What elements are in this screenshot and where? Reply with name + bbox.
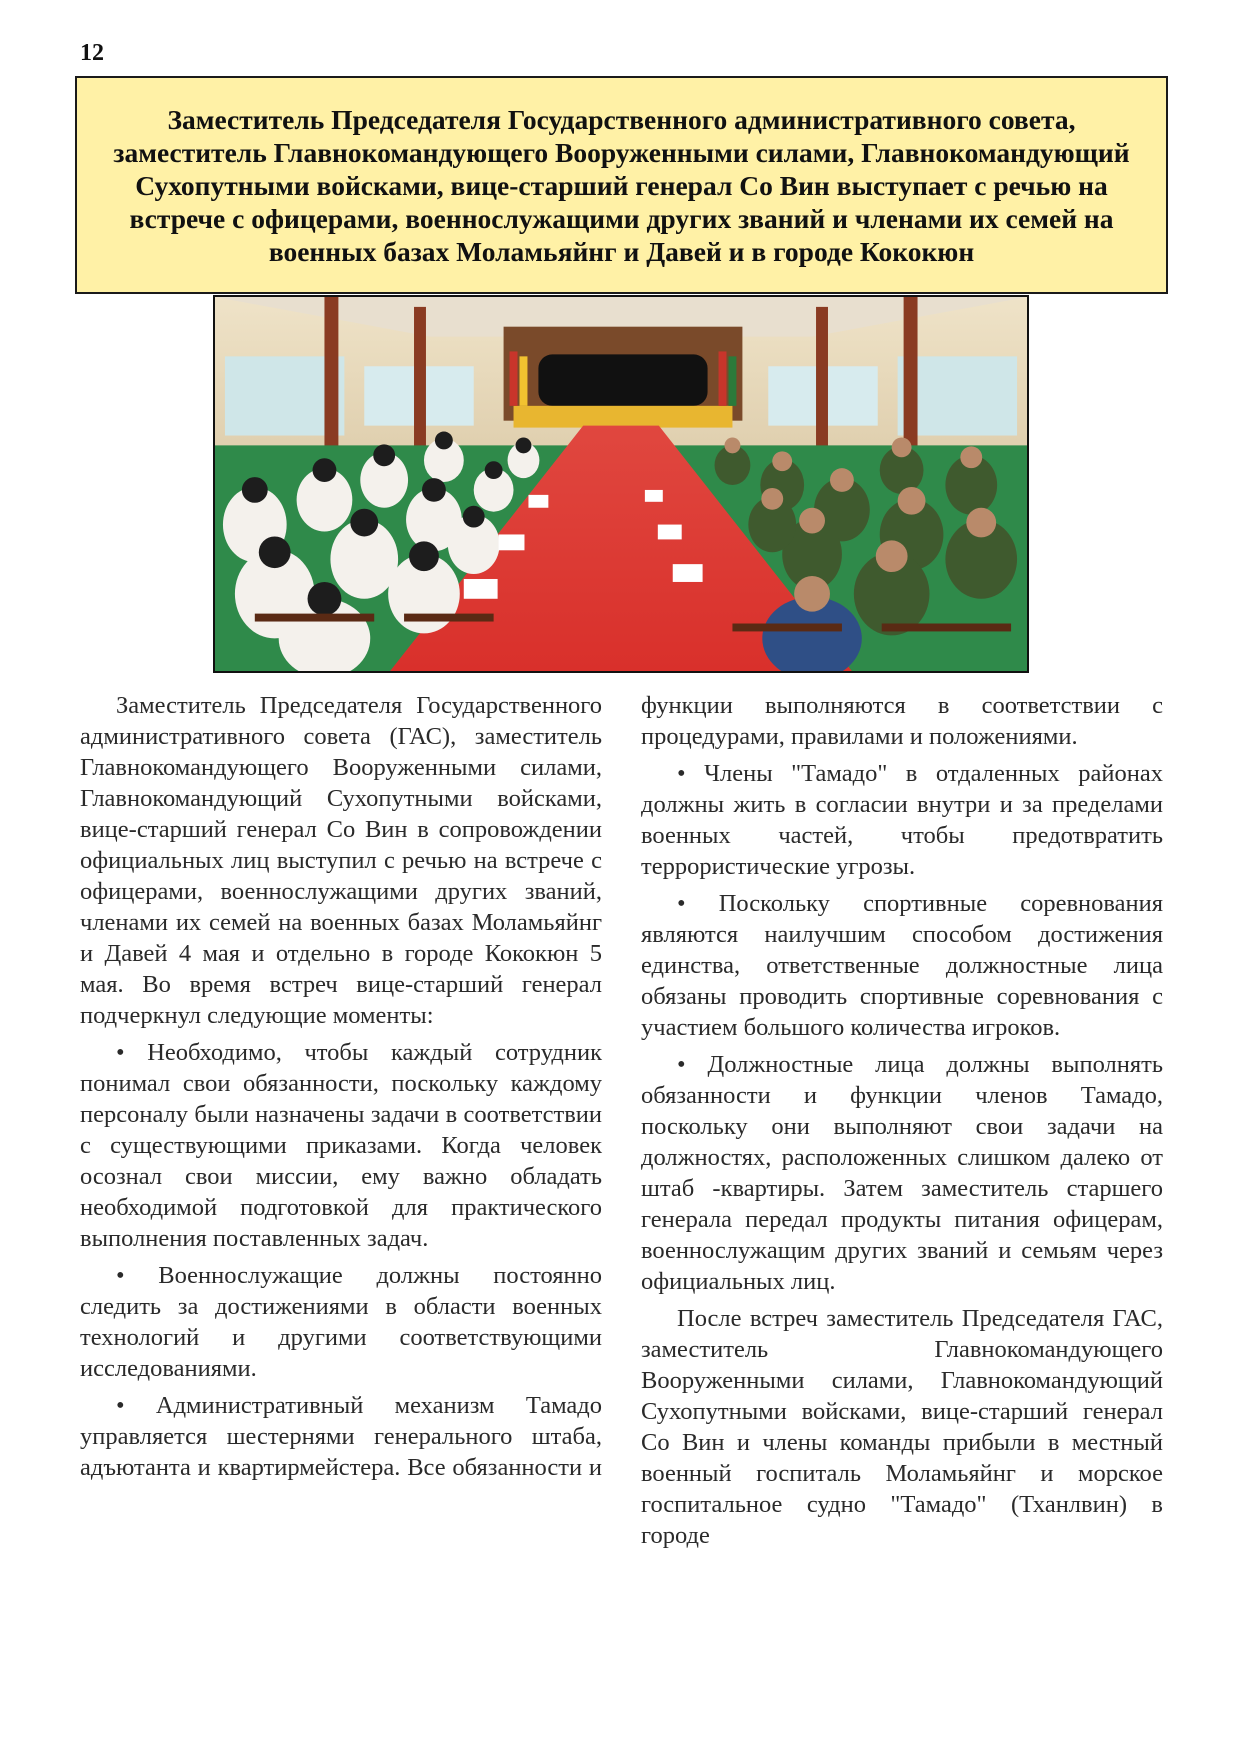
paragraph: • Необходимо, чтобы каждый сотрудник понимал свои обязанности, поскольку каждому персоналу были назначены задачи в соответствии с существующими приказами. Когда человек осознал свои миссии, ему важно обладать необходимой подготовкой для практического выполнения поставленных задач.	[80, 1039, 602, 1252]
headline: Заместитель Председателя Государственного административного совета, заместитель Главнокомандующего Вооруженными силами, Главнокомандующий Сухопутными войсками, вице-старший генерал Со Вин выступает с речью на встрече с офицерами, военнослужащими других званий и членами их семей на военных базах Моламьяйнг и Давей и в городе Кококюн	[113, 103, 1130, 267]
paragraph: • Поскольку спортивные соревнования являются наилучшим способом достижения единства, ответственные должностные лица обязаны проводить спортивные соревнования с участием большого количества игроков.	[641, 890, 1163, 1041]
meeting-hall-illustration	[215, 297, 1027, 671]
paragraph: Заместитель Председателя Государственного административного совета (ГАС), заместитель Главнокомандующего Вооруженными силами, Главнокомандующий Сухопутными войсками, вице-старший генерал Со Вин в сопровождении официальных лиц выступил с речью на встрече с офицерами, военнослужащими других званий, членами их семей на военных базах Моламьяйнг и Давей 4 мая и отдельно в городе Кококюн 5 мая. Во время встреч вице-старший генерал подчеркнул следующие моменты:	[80, 692, 602, 1029]
paragraph: • Должностные лица должны выполнять обязанности и функции членов Тамадо, поскольку они выполняют свои задачи на должностях, расположенных слишком далеко от штаб -квартиры. Затем заместитель старшего генерала передал продукты питания офицерам, военнослужащим других званий и семьям через официальных лиц.	[641, 1051, 1163, 1295]
paragraph: • Административный механизм Тамадо управляется шестернями генерального штаба, адъютанта и квартирмейстера. Все обязанности и	[80, 1392, 602, 1481]
paragraph: функции выполняются в соответствии с процедурами, правилами и положениями.	[641, 692, 1163, 750]
left-column	[80, 690, 602, 1489]
paragraph: • Члены "Тамадо" в отдаленных районах должны жить в согласии внутри и за пределами военных частей, чтобы предотвратить террористические угрозы.	[641, 760, 1163, 880]
paragraph: После встреч заместитель Председателя ГАС, заместитель Главнокомандующего Вооруженными силами, Главнокомандующий Сухопутными войсками, вице-старший генерал Со Вин и члены команды прибыли в местный военный госпиталь Моламьяйнг и морское госпитальное судно "Тамадо" (Тханлвин) в городе	[641, 1305, 1163, 1549]
paragraph: • Военнослужащие должны постоянно следить за достижениями в области военных технологий и другими соответствующими исследованиями.	[80, 1262, 602, 1382]
meeting-hall-photo	[213, 295, 1029, 673]
headline-box	[75, 76, 1168, 294]
right-column	[641, 690, 1163, 1557]
page-number: 12	[80, 40, 104, 66]
